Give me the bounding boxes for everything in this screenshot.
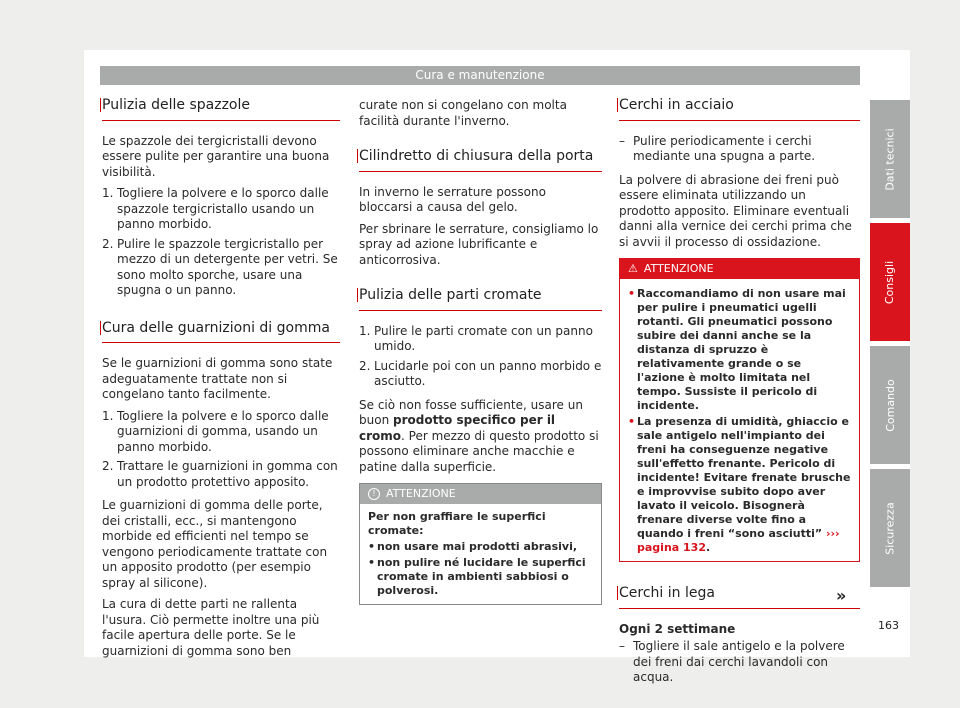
column-3 xyxy=(619,98,860,694)
heading-cerchi-acciaio: Cerchi in acciaio xyxy=(619,98,860,121)
numbered-list xyxy=(102,186,340,299)
warning-header: ⚠ ATTENZIONE xyxy=(620,259,859,279)
paragraph: La cura di dette parti ne rallenta l'usura. Ciò permette inoltre una più facile apertura delle porte. Se le guarnizioni di gomma sono ben xyxy=(102,597,320,658)
warning-triangle-icon: ⚠ xyxy=(628,262,638,275)
paragraph: In inverno le serrature possono bloccarsi a causa del gelo. xyxy=(359,184,546,214)
list-item: 1. Pulire le parti cromate con un panno umido. xyxy=(359,323,593,353)
paragraph: La polvere di abrasione dei freni può essere eliminata utilizzando un prodotto apposito. Eliminare eventuali danni alla vernice dei cerchi prima che si avvii il processo di ossidazione. xyxy=(619,172,852,249)
column-1 xyxy=(102,98,340,665)
notice-icon: ! xyxy=(368,488,380,500)
tab-comando[interactable]: Comando xyxy=(870,346,910,464)
warning-bullet: • La presenza di umidità, ghiaccio e sale antigelo nell'impianto dei freni ha conseguenze negative sull'effetto frenante. Pericolo di incidente! Evitare frenate brusche e improvvise subito dopo aver lavato il veicolo. Bisognerà frenare diverse volte fino a quando i freni “sono asciutti” ››› pagina 132. xyxy=(628,415,851,554)
paragraph: Se le guarnizioni di gomma sono state adeguatamente trattate non si congelano tanto facilmente. xyxy=(102,356,333,401)
heading-cilindretto: Cilindretto di chiusura della porta xyxy=(359,149,602,172)
heading-pulizia-spazzole: Pulizia delle spazzole xyxy=(102,98,340,121)
dash-item: – Togliere il sale antigelo e la polvere dei freni dai cerchi lavandoli con acqua. xyxy=(619,639,845,684)
chapter-header: Cura e manutenzione xyxy=(100,66,860,85)
numbered-list xyxy=(359,324,602,390)
continue-icon: » xyxy=(836,586,847,605)
tab-dati-tecnici[interactable]: Dati tecnici xyxy=(870,100,910,218)
heading-guarnizioni-gomma: Cura delle guarnizioni di gomma xyxy=(102,321,340,344)
warning-header: ! ATTENZIONE xyxy=(360,484,601,504)
warning-box-wheels xyxy=(619,258,860,562)
paragraph: Per sbrinare le serrature, consigliamo lo spray ad azione lubrificante e anticorrosiva. xyxy=(359,221,599,267)
tab-consigli[interactable]: Consigli xyxy=(870,223,910,341)
warning-intro: Per non graffiare le superfici cromate: xyxy=(368,510,546,537)
numbered-list xyxy=(102,409,340,491)
warning-bullet: • non usare mai prodotti abrasivi, xyxy=(368,540,578,553)
tab-sicurezza[interactable]: Sicurezza xyxy=(870,469,910,587)
paragraph: Se ciò non fosse sufficiente, usare un buon prodotto specifico per il cromo. Per mezzo di questo prodotto si possono eliminare anche macchie e patine dalla superficie. xyxy=(359,397,599,474)
heading-cerchi-lega: Cerchi in lega xyxy=(619,586,860,609)
list-item: 1. Togliere la polvere e lo sporco dalle spazzole tergicristallo usando un panno morbido. xyxy=(102,186,329,231)
warning-bullet: • Raccomandiamo di non usare mai per pulire i pneumatici ugelli rotanti. Gli pneumatici possono subire dei danni anche se la distanza di spruzzo è relativamente grande o se l'azione è molto limitata nel tempo. Sussiste il pericolo di incidente. xyxy=(628,287,846,412)
page-link[interactable]: ››› pagina 132 xyxy=(637,527,840,554)
paragraph: Le guarnizioni di gomma delle porte, dei cristalli, ecc., si mantengono morbide ed efficienti nel tempo se vengono periodicamente trattate con un apposito prodotto (per esempio spray al silicone). xyxy=(102,498,328,590)
list-item: 2. Pulire le spazzole tergicristallo per mezzo di un detergente per vetri. Se sono molto sporche, usare una spugna o un panno. xyxy=(102,236,338,297)
list-item: 1. Togliere la polvere e lo sporco dalle guarnizioni di gomma, usando un panno morbido. xyxy=(102,408,329,454)
warning-box-chrome xyxy=(359,483,602,605)
subheading: Ogni 2 settimane xyxy=(619,621,736,636)
paragraph: Le spazzole dei tergicristalli devono essere pulite per garantire una buona visibilità. xyxy=(102,133,330,179)
list-item: 2. Trattare le guarnizioni in gomma con un prodotto protettivo apposito. xyxy=(102,459,338,489)
column-2 xyxy=(359,98,602,615)
dash-item: – Pulire periodicamente i cerchi mediante una spugna a parte. xyxy=(619,133,816,163)
list-item: 2. Lucidarle poi con un panno morbido e asciutto. xyxy=(359,358,602,388)
page-number: 163 xyxy=(878,619,899,632)
heading-parti-cromate: Pulizia delle parti cromate xyxy=(359,288,602,311)
paragraph: curate non si congelano con molta facilità durante l'inverno. xyxy=(359,98,567,128)
warning-bullet: • non pulire né lucidare le superfici cromate in ambienti sabbiosi o polverosi. xyxy=(368,556,586,597)
